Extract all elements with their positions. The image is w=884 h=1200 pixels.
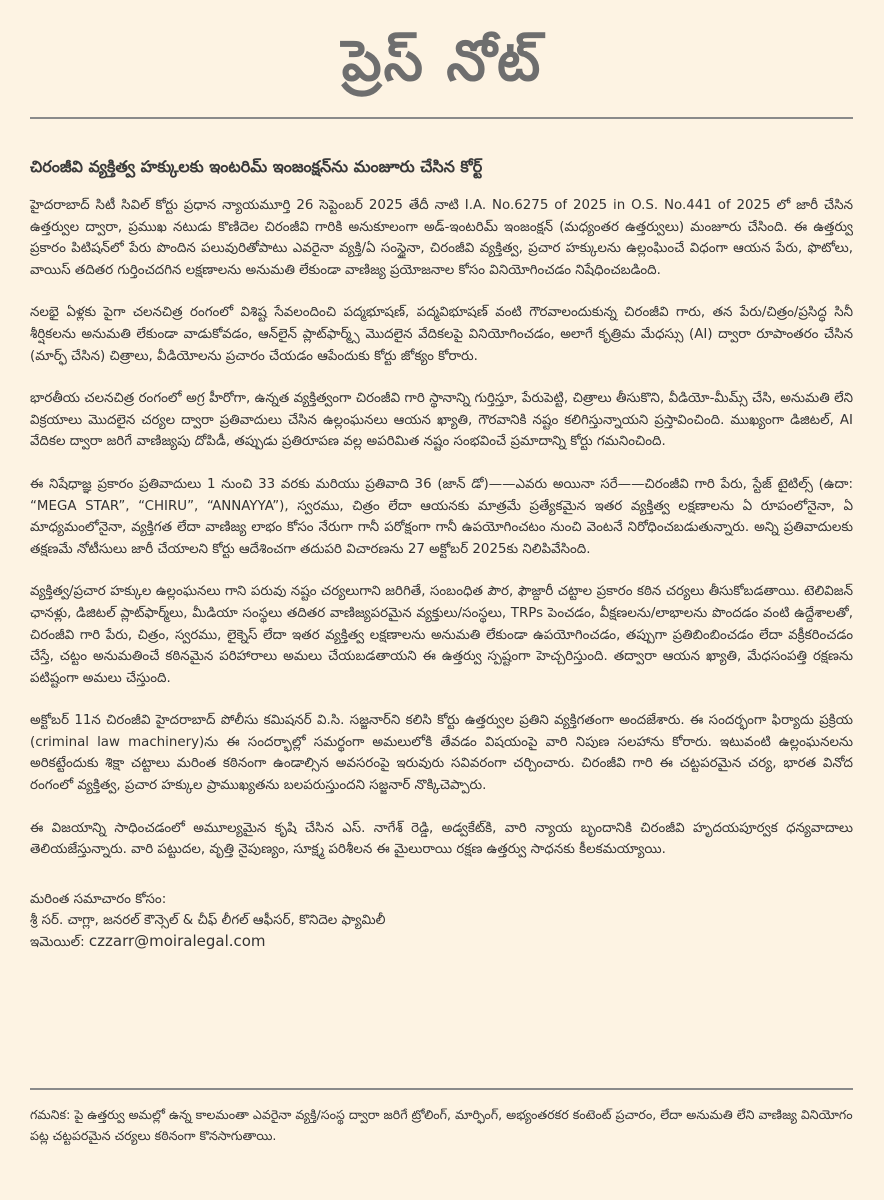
top-divider: [30, 117, 853, 119]
contact-email-line: [30, 931, 853, 953]
contact-person: శ్రీ సర్. చాగ్లా, జనరల్ కౌన్సెల్ & చీఫ్ లీగల్ ఆఫీసర్, కొనిదెల ఫ్యామిలీ: [30, 912, 386, 928]
paragraph: భారతీయ చలనచిత్ర రంగంలో అగ్ర హీరోగా, ఉన్నత వ్యక్తిత్వంగా చిరంజీవి గారి స్థానాన్ని గుర్తిస్తూ, పేరుపెట్టి, చిత్రాలు తీసుకొని, వీడియో-మీమ్స్ చేసి, అనుమతి లేని విక్రయాలు మొదలైన చర్యల ద్వారా ప్రతివాదులు చేసిన ఉల్లంఘనలు ఆయన ఖ్యాతి, గౌరవానికి నష్టం కలిగిస్తున్నాయని ప్రస్తావించింది. ముఖ్యంగా డిజిటల్, AI వేదికల ద్వారా జరిగే వాణిజ్యపు దోపిడీ, తప్పుడు ప్రతిరూపణ వల్ల అపరిమిత నష్టం సంభవించే ప్రమాదాన్ని కోర్టు గమనించింది.: [30, 391, 853, 450]
paragraph: ఈ నిషేధాజ్ఞ ప్రకారం ప్రతివాదులు 1 నుంచి 33 వరకు మరియు ప్రతివాది 36 (జాన్ డో)——ఎవరు అయినా సరే——చిరంజీవి గారి పేరు, స్టేజ్ టైటిల్స్ (ఉదా: “MEGA STAR”, “CHIRU”, “ANNAYYA”), స్వరము, చిత్రం లేదా ఆయనకు మాత్రమే ప్రత్యేకమైన ఇతర వ్యక్తిత్వ లక్షణాలను ఏ రూపంలోనైనా, ఏ మాధ్యమంలోనైనా, వ్యక్తిగత లేదా వాణిజ్య లాభం కోసం నేరుగా గానీ పరోక్షంగా గానీ ఉపయోగించటం నుంచి వెంటనే నిరోధించబడుతున్నారు. అన్ని ప్రతివాదులకు తక్షణమే నోటీసులు జారీ చేయాలని కోర్టు ఆదేశించగా తదుపరి విచారణను 27 అక్టోబర్ 2025కు నిలిపివేసింది.: [30, 476, 853, 557]
email-label: ఇమెయిల్:: [30, 934, 85, 950]
paragraph: అక్టోబర్ 11న చిరంజీవి హైదరాబాద్ పోలీసు కమిషనర్ వి.సి. సజ్జనార్‌ని కలిసి కోర్టు ఉత్తర్వుల ప్రతిని వ్యక్తిగతంగా అందజేశారు. ఈ సందర్భంగా ఫిర్యాదు ప్రక్రియ (criminal law machinery)ను ఈ సందర్భాల్లో సమర్థంగా అమలులోకి తేవడం విషయంపై వారి నిపుణ సలహాను కోరారు. ఇటువంటి ఉల్లంఘనలను అరికట్టేందుకు శిక్షా చట్టాలు మరింత కఠినంగా ఉండాల్సిన అవసరంపై ఇరువురు సవివరంగా చర్చించారు. చిరంజీవి గారి ఈ చట్టపరమైన చర్య, భారత వినోద రంగంలో వ్యక్తిత్వ, ప్రచార హక్కుల ప్రాముఖ్యతను బలపరుస్తుందని సజ్జనార్ నొక్కిచెప్పారు.: [30, 713, 853, 794]
contact-intro: మరింత సమాచారం కోసం:: [30, 891, 167, 907]
headline: చిరంజీవి వ్యక్తిత్వ హక్కులకు ఇంటరిమ్ ఇంజంక్షన్‌ను మంజూరు చేసిన కోర్ట్: [30, 157, 483, 176]
paragraph: ఈ విజయాన్ని సాధించడంలో అమూల్యమైన కృషి చేసిన ఎస్. నాగేశ్ రెడ్డి, అడ్వకేట్‌కి, వారి న్యాయ బృందానికి చిరంజీవి హృదయపూర్వక ధన్యవాదాలు తెలియజేస్తున్నారు. వారి పట్టుదల, వృత్తి నైపుణ్యం, సూక్ష్మ పరిశీలన ఈ మైలురాయి రక్షణ ఉత్తర్వు సాధనకు కీలకమయ్యాయి.: [30, 820, 853, 858]
paragraph: నలభై ఏళ్లకు పైగా చలనచిత్ర రంగంలో విశిష్ట సేవలందించి పద్మభూషణ్, పద్మవిభూషణ్ వంటి గౌరవాలందుకున్న చిరంజీవి గారు, తన పేరు/చిత్రం/ప్రసిద్ధ సినీ శీర్షికలను అనుమతి లేకుండా వాడుకోవడం, ఆన్‌లైన్ ప్లాట్‌ఫార్మ్స్ మొదలైన వేదికలపై వినియోగించడం, అలాగే కృత్రిమ మేధస్సు (AI) ద్వారా రూపాంతరం చేసిన (మార్ఫ్ చేసిన) చిత్రాలు, వీడియోలను ప్రచారం చేయడం ఆపేందుకు కోర్టు జోక్యం కోరారు.: [30, 305, 853, 364]
page-title: ప్రెస్ నోట్: [341, 29, 543, 94]
paragraph: హైదరాబాద్ సిటీ సివిల్ కోర్టు ప్రధాన న్యాయమూర్తి 26 సెప్టెంబర్ 2025 తేదీ నాటి I.A. No.6275 of 2025 in O.S. No.441 of 2025 లో జారీ చేసిన ఉత్తర్వుల ద్వారా, ప్రముఖ నటుడు కొణిదెల చిరంజీవి గారికి అనుకూలంగా అడ్-ఇంటరిమ్ ఇంజంక్షన్ (మధ్యంతర ఉత్తర్వులు) మంజూరు చేసింది. ఈ ఉత్తర్వు ప్రకారం పిటిషన్‌లో పేరు పొందిన పలువురితోపాటు ఎవరైనా వ్యక్తి/ఏ సంస్థైనా, చిరంజీవి వ్యక్తిత్వ, ప్రచార హక్కులను ఉల్లంఘించే విధంగా ఆయన పేరు, ఫొటోలు, వాయిస్ తదితర గుర్తించదగిన లక్షణాలను అనుమతి లేకుండా వాణిజ్య ప్రయోజనాల కోసం వినియోగించడం నిషేధించబడింది.: [30, 198, 853, 278]
bottom-divider: [30, 1088, 853, 1090]
contact-block: [30, 889, 853, 953]
press-note-body: [30, 155, 853, 953]
paragraph: వ్యక్తిత్వ/ప్రచార హక్కుల ఉల్లంఘనలు గాని పరువు నష్టం చర్యలుగాని జరిగితే, సంబంధిత పౌర, ఫౌజ్దారీ చట్టాల ప్రకారం కఠిన చర్యలు తీసుకోబడతాయి. టెలివిజన్ ఛానళ్లు, డిజిటల్ ప్లాట్‌ఫార్మ్‌లు, మీడియా సంస్థలు తదితర వాణిజ్యపరమైన వ్యక్తులు/సంస్థలు, TRPs పెంచడం, వీక్షణలను/లాభాలను పొందడం వంటి ఉద్దేశాలతో, చిరంజీవి గారి పేరు, చిత్రం, స్వరము, లైక్నెస్ లేదా ఇతర వ్యక్తిత్వ లక్షణాలను అనుమతి లేకుండా ఉపయోగించడం, తప్పుగా ప్రతిబింబించడం లేదా వక్రీకరించడం చేస్తే, చట్టం అనుమతించే కఠినమైన పరిహారాలు అమలు చేయబడతాయని ఈ ఉత్తర్వు స్పష్టంగా హెచ్చరిస్తుంది. తద్వారా ఆయన ఖ్యాతి, మేధసంపత్తి రక్షణను పటిష్టంగా అమలు చేస్తుంది.: [30, 584, 853, 686]
footer-note: గమనిక: పై ఉత్తర్వు అమల్లో ఉన్న కాలమంతా ఎవరైనా వ్యక్తి/సంస్థ ద్వారా జరిగే ట్రోలింగ్, మార్ఫింగ్, అభ్యంతరకర కంటెంట్ ప్రచారం, లేదా అనుమతి లేని వాణిజ్య వినియోగం పట్ల చట్టపరమైన చర్యలు కఠినంగా కొనసాగుతాయి.: [30, 1107, 853, 1143]
email-link[interactable]: czzarr@moiralegal.com: [88, 931, 266, 950]
